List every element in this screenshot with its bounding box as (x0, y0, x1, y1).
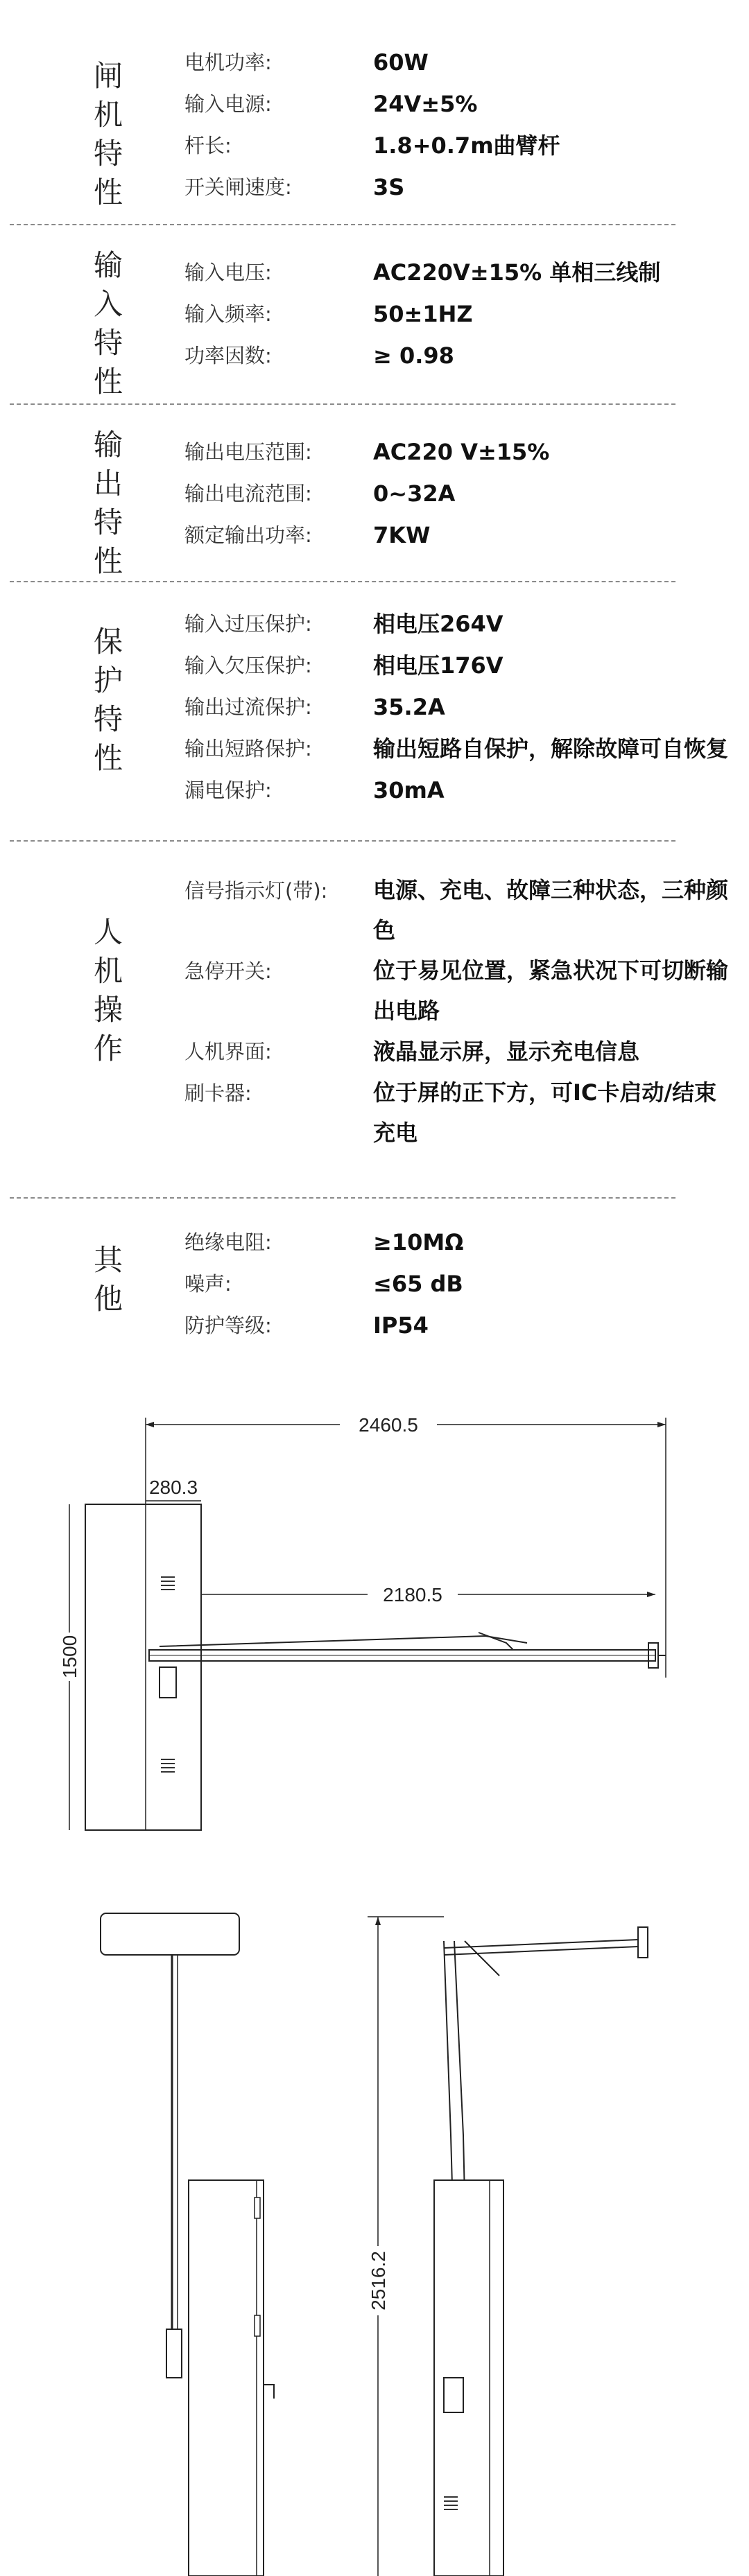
spec-value: 位于易见位置，紧急状况下可切断输出电路 (373, 957, 729, 1024)
spec-row (0, 42, 749, 83)
spec-value: 液晶显示屏，显示充电信息 (373, 1038, 640, 1065)
title-char: 机 (93, 98, 123, 132)
motor-housing (160, 1667, 176, 1698)
spec-label: 输入欠压保护: (184, 654, 312, 677)
spec-label: 输入电源: (184, 92, 272, 116)
spec-label: 功率因数: (184, 344, 272, 367)
spec-label: 杆长: (184, 134, 232, 157)
title-char: 性 (93, 741, 123, 775)
spec-value: 30mA (373, 777, 445, 803)
title-char: 他 (93, 1282, 123, 1316)
spec-row (0, 728, 749, 769)
spec-row (0, 769, 749, 811)
spec-row (0, 252, 749, 293)
title-char: 作 (93, 1032, 123, 1065)
spec-row (0, 431, 749, 473)
side-view-dimension-drawing (0, 1393, 749, 1844)
cabinet-height-label: 1500 (59, 1635, 80, 1679)
spec-value: AC220V±15% 单相三线制 (373, 259, 661, 286)
title-char: 输 (93, 248, 123, 282)
spec-label: 输入过压保护: (184, 612, 312, 636)
title-char: 机 (93, 954, 123, 988)
title-char: 保 (93, 625, 123, 659)
title-char: 人 (93, 915, 123, 949)
spec-label: 输出电压范围: (184, 440, 312, 464)
spec-label: 刷卡器: (184, 1081, 252, 1105)
arm-length-label: 2180.5 (383, 1584, 442, 1605)
spec-value: ≥ 0.98 (373, 342, 454, 369)
spec-label: 输入电压: (184, 261, 272, 284)
spec-label: 输出电流范围: (184, 482, 312, 505)
spec-value: 60W (373, 49, 429, 76)
spec-row (0, 1031, 749, 1072)
spec-label: 开关闸速度: (184, 175, 292, 199)
motor-housing (444, 2378, 463, 2412)
section-divider (10, 840, 675, 842)
spec-label: 信号指示灯(带): (184, 879, 328, 903)
spec-value: 35.2A (373, 694, 445, 720)
spec-row (0, 645, 749, 686)
cabinet-width-label: 280.3 (148, 1477, 198, 1498)
spec-value: 0~32A (373, 480, 456, 507)
title-char: 操 (93, 993, 123, 1027)
spec-label: 噪声: (184, 1272, 232, 1296)
spec-label: 绝缘电阻: (184, 1230, 272, 1254)
title-char: 性 (93, 365, 123, 399)
spec-row (0, 950, 749, 1031)
spec-value: 1.8+0.7m曲臂杆 (373, 132, 560, 159)
cabinet-body (85, 1504, 201, 1830)
spec-label: 电机功率: (184, 51, 272, 74)
spec-label: 输出短路保护: (184, 737, 312, 760)
spec-value: 24V±5% (373, 91, 478, 117)
spec-value: AC220 V±15% (373, 439, 550, 465)
spec-value: 相电压264V (373, 611, 503, 637)
section-divider (10, 403, 675, 405)
spec-value: 相电压176V (373, 652, 503, 679)
spec-value: 电源、充电、故障三种状态，三种颜色 (373, 877, 729, 943)
title-char: 性 (93, 544, 123, 578)
spec-label: 输入频率: (184, 302, 272, 326)
spec-value: 50±1HZ (373, 301, 473, 327)
spec-row (0, 166, 749, 208)
spec-value: 输出短路自保护，解除故障可自恢复 (373, 736, 729, 762)
spec-row (0, 125, 749, 166)
spec-value: ≥10MΩ (373, 1229, 464, 1255)
spec-row (0, 514, 749, 556)
total-length-label: 2460.5 (359, 1414, 418, 1436)
title-char: 性 (93, 175, 123, 209)
spec-row (0, 870, 749, 950)
title-char: 闸 (93, 59, 123, 93)
raised-side-view-drawing (0, 1899, 749, 2576)
spec-label: 防护等级: (184, 1314, 272, 1337)
spec-row (0, 473, 749, 514)
spec-row (0, 293, 749, 335)
title-char: 其 (93, 1243, 123, 1277)
spec-row (0, 83, 749, 125)
title-char: 输 (93, 428, 123, 462)
spec-row (0, 1305, 749, 1346)
spec-row (0, 603, 749, 645)
barrier-arm (149, 1633, 666, 1668)
section-divider (10, 224, 675, 225)
title-char: 出 (93, 467, 123, 501)
spec-label: 输出过流保护: (184, 695, 312, 719)
spec-value: 7KW (373, 522, 431, 548)
spec-label: 额定输出功率: (184, 523, 312, 547)
title-char: 特 (93, 505, 123, 539)
raised-height-label: 2516.2 (368, 2251, 389, 2310)
spec-row (0, 686, 749, 728)
title-char: 入 (93, 287, 123, 321)
spec-value: 位于屏的正下方，可IC卡启动/结束充电 (373, 1079, 717, 1146)
spec-row (0, 1072, 749, 1153)
title-char: 特 (93, 702, 123, 736)
spec-label: 人机界面: (184, 1040, 272, 1063)
section-divider (10, 1197, 675, 1199)
title-char: 特 (93, 326, 123, 360)
title-char: 特 (93, 137, 123, 171)
spec-value: ≤65 dB (373, 1271, 463, 1297)
spec-value: 3S (373, 174, 405, 200)
spec-row (0, 1221, 749, 1263)
title-char: 护 (93, 663, 123, 697)
spec-label: 漏电保护: (184, 778, 272, 802)
spec-row (0, 1263, 749, 1305)
spec-row (0, 335, 749, 376)
section-divider (10, 581, 675, 582)
spec-label: 急停开关: (184, 959, 272, 983)
spec-value: IP54 (373, 1312, 429, 1339)
